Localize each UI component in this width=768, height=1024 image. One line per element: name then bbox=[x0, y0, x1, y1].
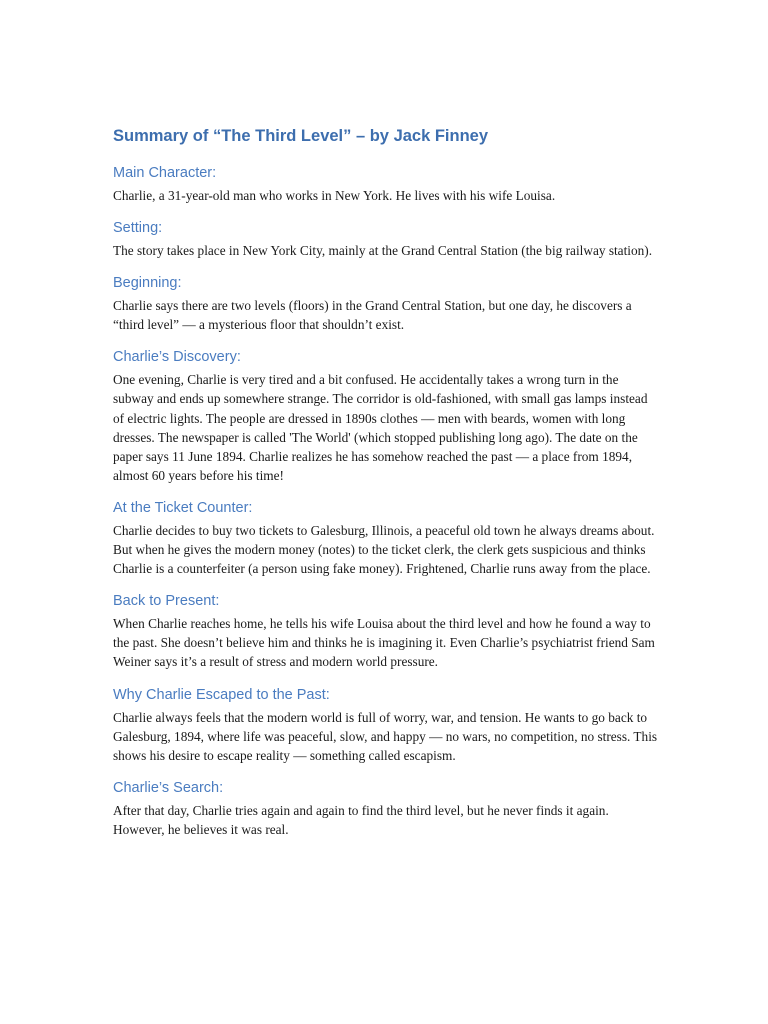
section-body: When Charlie reaches home, he tells his wife Louisa about the third level and how he found a way to the past. She doesn’t believe him and thinks he is imagining it. Even Charlie’s psychiatrist friend Sam Weiner says it’s a result of stress and modern world pressure. bbox=[113, 616, 655, 670]
section-heading: Why Charlie Escaped to the Past: bbox=[113, 686, 330, 703]
section-back-to-present bbox=[113, 590, 658, 671]
section-body: Charlie always feels that the modern world is full of worry, war, and tension. He wants to go back to Galesburg, 1894, where life was peaceful, slow, and happy — no wars, no competition, no stress. This shows his desire to escape reality — something called escapism. bbox=[113, 709, 658, 763]
section-charlies-discovery bbox=[113, 346, 658, 485]
section-setting bbox=[113, 217, 658, 260]
section-body: Charlie, a 31-year-old man who works in New York. He lives with his wife Louisa. bbox=[113, 188, 556, 203]
section-heading: Setting: bbox=[113, 220, 163, 237]
section-heading: Beginning: bbox=[113, 275, 182, 292]
section-heading: At the Ticket Counter: bbox=[113, 499, 253, 516]
section-heading: Charlie’s Search: bbox=[113, 779, 224, 796]
section-heading: Charlie’s Discovery: bbox=[113, 349, 241, 366]
section-why-escaped bbox=[113, 684, 658, 765]
section-body: One evening, Charlie is very tired and a bit confused. He accidentally takes a wrong turn in the subway and ends up somewhere strange. The corridor is old-fashioned, with small gas lamps instead of electric lights. The people are dressed in 1890s clothes — men with beards, women with long dresses. The newspaper is called 'The World' (which stopped publishing long ago). The date on the paper says 11 June 1894. Charlie realizes he has somehow reached the past — a place from 1894, almost 60 years before his time! bbox=[113, 372, 648, 483]
section-charlies-search bbox=[113, 777, 658, 839]
document-page bbox=[113, 124, 658, 851]
section-ticket-counter bbox=[113, 497, 658, 578]
section-body: The story takes place in New York City, mainly at the Grand Central Station (the big railway station). bbox=[113, 243, 653, 259]
section-heading: Back to Present: bbox=[113, 593, 220, 610]
section-heading: Main Character: bbox=[113, 165, 217, 181]
section-main-character bbox=[113, 162, 658, 205]
section-beginning bbox=[113, 272, 658, 334]
section-body: Charlie decides to buy two tickets to Galesburg, Illinois, a peaceful old town he always dreams about. But when he gives the modern money (notes) to the ticket clerk, the clerk gets suspicious and thinks Charlie is a counterfeiter (a person using fake money). Frightened, Charlie runs away from the place. bbox=[113, 522, 655, 577]
section-body: After that day, Charlie tries again and again to find the third level, but he never finds it again. However, he believes it was real. bbox=[113, 802, 609, 837]
section-body: Charlie says there are two levels (floors) in the Grand Central Station, but one day, he discovers a “third level” — a mysterious floor that shouldn’t exist. bbox=[113, 298, 632, 333]
document-title: Summary of “The Third Level” – by Jack Finney bbox=[113, 127, 489, 145]
